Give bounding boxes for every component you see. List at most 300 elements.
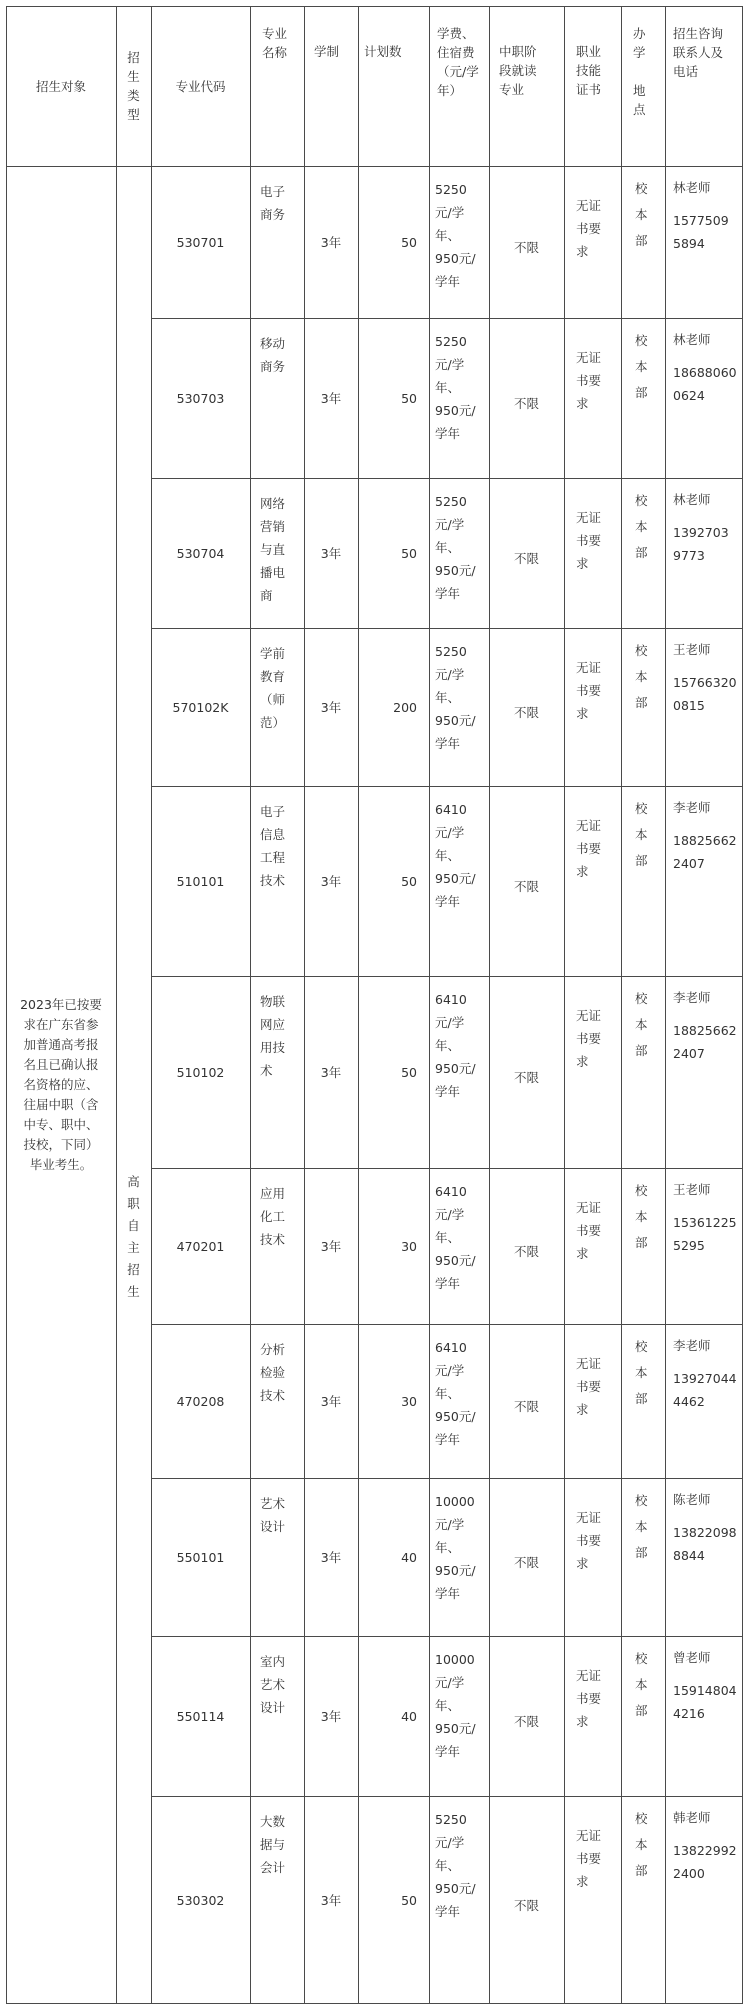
cert-line: 求 <box>576 1402 589 1417</box>
major-req-cell <box>489 976 564 1168</box>
contact-phone-line: 1577509 <box>673 213 729 228</box>
header-type-line: 型 <box>127 107 140 122</box>
major-code-cell <box>151 976 250 1168</box>
target-line: 毕业考生。 <box>29 1157 93 1172</box>
contact-name: 陈老师 <box>673 1492 711 1507</box>
major-name-line: 电子 <box>260 804 286 819</box>
major-req-value: 不限 <box>513 1398 539 1414</box>
location-line: 部 <box>635 1235 648 1250</box>
cert-line: 无证 <box>576 1828 602 1843</box>
major-name-line: 学前 <box>260 646 286 661</box>
fee-line: 学年 <box>435 586 461 601</box>
cert-line: 无证 <box>576 818 602 833</box>
header-major-req-line: 段就读 <box>499 63 537 78</box>
fee-line: 元/学 <box>435 517 465 532</box>
cert-line: 求 <box>576 1054 589 1069</box>
location-line: 校 <box>635 991 648 1006</box>
location-line: 部 <box>635 385 648 400</box>
cert-line: 无证 <box>576 510 602 525</box>
header-location-line <box>633 62 665 81</box>
major-code-cell <box>151 166 250 318</box>
fee-line: 元/学 <box>435 357 465 372</box>
fee-line: 学年 <box>435 894 461 909</box>
location-cell <box>621 628 665 786</box>
location-line: 本 <box>635 359 648 374</box>
cert-line: 求 <box>576 396 589 411</box>
duration-value: 3年 <box>320 1708 342 1724</box>
cert-cell <box>564 318 621 478</box>
duration-cell <box>304 1636 358 1796</box>
major-name-line: 会计 <box>260 1860 286 1875</box>
header-cert <box>564 6 621 166</box>
plan-count: 50 <box>401 390 417 406</box>
cert-cell <box>564 1478 621 1636</box>
fee-line: 元/学 <box>435 205 465 220</box>
fee-line: 10000 <box>435 1652 475 1667</box>
major-name-cell <box>250 786 304 976</box>
duration-value: 3年 <box>320 873 342 889</box>
fee-line: 学年 <box>435 1904 461 1919</box>
location-line: 校 <box>635 1339 648 1354</box>
location-line: 部 <box>635 1703 648 1718</box>
contact-phone-line: 5894 <box>673 236 705 251</box>
major-req-value: 不限 <box>513 550 539 566</box>
major-name-line: 化工 <box>260 1209 286 1224</box>
fee-line: 年、 <box>435 1230 461 1245</box>
major-name-line: 商务 <box>260 359 286 374</box>
contact-gap <box>673 1201 743 1211</box>
fee-line: 学年 <box>435 426 461 441</box>
duration-cell <box>304 786 358 976</box>
fee-line: 元/学 <box>435 825 465 840</box>
fee-cell <box>429 628 489 786</box>
major-name-line: 检验 <box>260 1365 286 1380</box>
fee-line: 950元/ <box>435 1253 476 1268</box>
major-name-cell <box>250 628 304 786</box>
type-line: 招 <box>127 1262 140 1277</box>
fee-line: 5250 <box>435 334 467 349</box>
contact-name: 王老师 <box>673 642 711 657</box>
plan-count: 50 <box>401 1064 417 1080</box>
fee-line: 950元/ <box>435 1061 476 1076</box>
contact-gap <box>673 819 743 829</box>
major-req-value: 不限 <box>513 239 539 255</box>
duration-value: 3年 <box>320 390 342 406</box>
major-name-line: （师 <box>260 692 286 707</box>
cert-cell <box>564 166 621 318</box>
cert-line: 书要 <box>576 1031 602 1046</box>
cert-line: 书要 <box>576 533 602 548</box>
duration-value: 3年 <box>320 1238 342 1254</box>
cert-cell <box>564 628 621 786</box>
type-line: 自 <box>127 1218 140 1233</box>
cert-line: 书要 <box>576 841 602 856</box>
contact-gap <box>673 351 743 361</box>
fee-line: 元/学 <box>435 1015 465 1030</box>
location-line: 本 <box>635 1017 648 1032</box>
fee-line: 年、 <box>435 848 461 863</box>
header-code-label: 专业代码 <box>175 78 226 94</box>
contact-phone-line: 5295 <box>673 1238 705 1253</box>
major-name-line: 应用 <box>260 1186 286 1201</box>
header-location <box>621 6 665 166</box>
location-line: 校 <box>635 1493 648 1508</box>
location-line: 校 <box>635 1811 648 1826</box>
major-code: 470201 <box>176 1238 225 1254</box>
cert-line: 无证 <box>576 198 602 213</box>
contact-cell <box>665 1324 743 1478</box>
major-name-line: 设计 <box>260 1700 286 1715</box>
major-code: 510102 <box>176 1064 225 1080</box>
target-line: 技校，下同） <box>23 1137 99 1152</box>
cert-line: 书要 <box>576 1223 602 1238</box>
duration-value: 3年 <box>320 545 342 561</box>
cert-cell <box>564 976 621 1168</box>
header-fee-line: 年） <box>437 83 463 98</box>
header-duration <box>304 6 358 166</box>
cert-line: 求 <box>576 1246 589 1261</box>
plan-count: 30 <box>401 1238 417 1254</box>
fee-line: 950元/ <box>435 1881 476 1896</box>
major-name-line: 术 <box>260 1063 273 1078</box>
fee-line: 元/学 <box>435 1675 465 1690</box>
major-name-line: 物联 <box>260 994 286 1009</box>
location-cell <box>621 1796 665 2004</box>
cert-line: 无证 <box>576 1356 602 1371</box>
major-name-line: 设计 <box>260 1519 286 1534</box>
type-line: 生 <box>127 1284 140 1299</box>
target-line: 往届中职（含 <box>23 1097 99 1112</box>
location-cell <box>621 1324 665 1478</box>
fee-line: 950元/ <box>435 713 476 728</box>
type-line: 高 <box>127 1174 140 1189</box>
fee-line: 学年 <box>435 1084 461 1099</box>
major-code: 530703 <box>176 390 225 406</box>
fee-line: 年、 <box>435 1038 461 1053</box>
contact-cell <box>665 1636 743 1796</box>
header-name-line: 专业 <box>262 26 288 41</box>
location-line: 部 <box>635 1863 648 1878</box>
header-fee-line: 学费、 <box>437 26 475 41</box>
plan-count: 40 <box>401 1708 417 1724</box>
fee-line: 年、 <box>435 690 461 705</box>
cert-line: 无证 <box>576 350 602 365</box>
fee-cell <box>429 1168 489 1324</box>
major-code: 530701 <box>176 234 225 250</box>
location-line: 本 <box>635 1837 648 1852</box>
duration-cell <box>304 478 358 628</box>
contact-phone-line: 8844 <box>673 1548 705 1563</box>
duration-cell <box>304 318 358 478</box>
fee-line: 10000 <box>435 1494 475 1509</box>
location-cell <box>621 1168 665 1324</box>
major-code: 530302 <box>176 1892 225 1908</box>
header-plan <box>358 6 429 166</box>
header-cert-line: 证书 <box>576 82 602 97</box>
plan-cell <box>358 1796 429 2004</box>
plan-count: 50 <box>401 873 417 889</box>
contact-cell <box>665 478 743 628</box>
contact-phone-line: 1392703 <box>673 525 729 540</box>
header-fee <box>429 6 489 166</box>
contact-name: 李老师 <box>673 800 711 815</box>
major-name-line: 技术 <box>260 1388 286 1403</box>
fee-line: 年、 <box>435 1858 461 1873</box>
contact-phone-line: 18688060 <box>673 365 737 380</box>
major-name-line: 艺术 <box>260 1496 286 1511</box>
cert-line: 无证 <box>576 1510 602 1525</box>
contact-gap <box>673 1829 743 1839</box>
major-code-cell <box>151 1636 250 1796</box>
cert-line: 书要 <box>576 373 602 388</box>
fee-line: 6410 <box>435 992 467 1007</box>
contact-phone-line: 15766320 <box>673 675 737 690</box>
major-name-line: 网络 <box>260 496 286 511</box>
location-line: 部 <box>635 853 648 868</box>
fee-line: 950元/ <box>435 1563 476 1578</box>
location-cell <box>621 1478 665 1636</box>
major-name-line: 范） <box>260 715 286 730</box>
contact-gap <box>673 199 743 209</box>
contact-phone-line: 18825662 <box>673 833 737 848</box>
contact-phone-line: 15914804 <box>673 1683 737 1698</box>
header-contact-line: 电话 <box>673 64 699 79</box>
location-line: 本 <box>635 1365 648 1380</box>
target-cell <box>6 166 116 2004</box>
major-name-cell <box>250 1478 304 1636</box>
major-code-cell <box>151 478 250 628</box>
major-name-cell <box>250 478 304 628</box>
fee-line: 元/学 <box>435 1517 465 1532</box>
contact-gap <box>673 511 743 521</box>
contact-phone-line: 0624 <box>673 388 705 403</box>
fee-line: 学年 <box>435 1276 461 1291</box>
contact-phone-line: 4216 <box>673 1706 705 1721</box>
location-cell <box>621 478 665 628</box>
cert-line: 求 <box>576 1714 589 1729</box>
cert-cell <box>564 478 621 628</box>
duration-cell <box>304 1478 358 1636</box>
duration-cell <box>304 1796 358 2004</box>
major-code-cell <box>151 1324 250 1478</box>
header-fee-line: 住宿费 <box>437 45 475 60</box>
header-major-req <box>489 6 564 166</box>
header-plan-label: 计划数 <box>364 44 402 59</box>
major-name-cell <box>250 976 304 1168</box>
location-line: 部 <box>635 233 648 248</box>
major-name-line: 用技 <box>260 1040 286 1055</box>
fee-line: 6410 <box>435 802 467 817</box>
contact-phone-line: 9773 <box>673 548 705 563</box>
fee-line: 年、 <box>435 540 461 555</box>
plan-cell <box>358 166 429 318</box>
fee-cell <box>429 318 489 478</box>
fee-line: 年、 <box>435 380 461 395</box>
major-code-cell <box>151 318 250 478</box>
header-target-label: 招生对象 <box>35 78 86 94</box>
contact-gap <box>673 1511 743 1521</box>
contact-cell <box>665 318 743 478</box>
location-line: 校 <box>635 1651 648 1666</box>
plan-cell <box>358 1478 429 1636</box>
header-cert-line: 职业 <box>576 44 602 59</box>
fee-cell <box>429 976 489 1168</box>
major-name-line: 网应 <box>260 1017 286 1032</box>
header-major-req-line: 专业 <box>499 82 525 97</box>
cert-line: 书要 <box>576 1691 602 1706</box>
major-name-line: 移动 <box>260 336 286 351</box>
cert-line: 书要 <box>576 1533 602 1548</box>
cert-line: 无证 <box>576 1200 602 1215</box>
major-code: 550101 <box>176 1549 225 1565</box>
location-line: 本 <box>635 669 648 684</box>
contact-gap <box>673 1009 743 1019</box>
plan-count: 30 <box>401 1393 417 1409</box>
major-name-line: 技术 <box>260 873 286 888</box>
contact-phone-line: 13927044 <box>673 1371 737 1386</box>
fee-line: 元/学 <box>435 1835 465 1850</box>
location-line: 部 <box>635 1391 648 1406</box>
major-name-line: 商 <box>260 588 273 603</box>
major-req-value: 不限 <box>513 704 539 720</box>
major-code-cell <box>151 1478 250 1636</box>
location-line: 本 <box>635 519 648 534</box>
duration-value: 3年 <box>320 1064 342 1080</box>
target-line: 中专、职中、 <box>23 1117 99 1132</box>
contact-cell <box>665 1168 743 1324</box>
contact-cell <box>665 1796 743 2004</box>
location-line: 本 <box>635 827 648 842</box>
header-location-line: 学 <box>633 45 646 60</box>
location-line: 部 <box>635 695 648 710</box>
location-line: 本 <box>635 1677 648 1692</box>
fee-cell <box>429 478 489 628</box>
admissions-table <box>6 6 743 2004</box>
major-name-line: 教育 <box>260 669 286 684</box>
location-line: 校 <box>635 643 648 658</box>
cert-line: 书要 <box>576 1379 602 1394</box>
contact-name: 李老师 <box>673 990 711 1005</box>
header-type <box>116 6 151 166</box>
location-line: 校 <box>635 801 648 816</box>
major-code-cell <box>151 1168 250 1324</box>
plan-cell <box>358 786 429 976</box>
major-code-cell <box>151 786 250 976</box>
plan-count: 40 <box>401 1549 417 1565</box>
major-name-cell <box>250 1168 304 1324</box>
major-req-cell <box>489 1324 564 1478</box>
contact-name: 林老师 <box>673 492 711 507</box>
contact-name: 李老师 <box>673 1338 711 1353</box>
duration-cell <box>304 166 358 318</box>
location-line: 校 <box>635 333 648 348</box>
fee-line: 5250 <box>435 644 467 659</box>
major-name-line: 技术 <box>260 1232 286 1247</box>
plan-cell <box>358 976 429 1168</box>
cert-line: 求 <box>576 864 589 879</box>
header-location-line: 点 <box>633 102 646 117</box>
duration-value: 3年 <box>320 1549 342 1565</box>
target-line: 加普通高考报 <box>23 1037 99 1052</box>
fee-cell <box>429 1324 489 1478</box>
plan-cell <box>358 1324 429 1478</box>
fee-line: 元/学 <box>435 667 465 682</box>
contact-phone-line: 2407 <box>673 1046 705 1061</box>
location-cell <box>621 1636 665 1796</box>
fee-line: 年、 <box>435 1698 461 1713</box>
header-type-line: 生 <box>127 69 140 84</box>
fee-line: 6410 <box>435 1340 467 1355</box>
fee-line: 年、 <box>435 1386 461 1401</box>
duration-value: 3年 <box>320 1393 342 1409</box>
cert-line: 无证 <box>576 1668 602 1683</box>
fee-cell <box>429 1636 489 1796</box>
cert-cell <box>564 1796 621 2004</box>
cert-line: 求 <box>576 556 589 571</box>
cert-line: 书要 <box>576 683 602 698</box>
fee-line: 950元/ <box>435 871 476 886</box>
cert-line: 无证 <box>576 660 602 675</box>
major-name-cell <box>250 1796 304 2004</box>
location-cell <box>621 318 665 478</box>
major-req-value: 不限 <box>513 1243 539 1259</box>
fee-line: 学年 <box>435 1744 461 1759</box>
cert-cell <box>564 786 621 976</box>
duration-cell <box>304 1168 358 1324</box>
duration-value: 3年 <box>320 234 342 250</box>
fee-line: 年、 <box>435 1540 461 1555</box>
contact-phone-line: 2400 <box>673 1866 705 1881</box>
fee-line: 元/学 <box>435 1363 465 1378</box>
contact-cell <box>665 166 743 318</box>
major-req-value: 不限 <box>513 878 539 894</box>
contact-phone-line: 18825662 <box>673 1023 737 1038</box>
duration-cell <box>304 976 358 1168</box>
location-line: 校 <box>635 493 648 508</box>
major-code-cell <box>151 628 250 786</box>
cert-line: 求 <box>576 1556 589 1571</box>
plan-count: 200 <box>393 699 417 715</box>
header-location-line: 地 <box>633 83 646 98</box>
major-req-cell <box>489 318 564 478</box>
location-line: 部 <box>635 545 648 560</box>
location-cell <box>621 976 665 1168</box>
fee-line: 950元/ <box>435 563 476 578</box>
header-major-req-line: 中职阶 <box>499 44 537 59</box>
header-name <box>250 6 304 166</box>
major-name-line: 营销 <box>260 519 286 534</box>
major-code: 570102K <box>172 699 229 715</box>
cert-line: 书要 <box>576 221 602 236</box>
contact-gap <box>673 661 743 671</box>
fee-line: 学年 <box>435 274 461 289</box>
duration-value: 3年 <box>320 699 342 715</box>
contact-name: 林老师 <box>673 332 711 347</box>
header-target <box>6 6 116 166</box>
cert-cell <box>564 1636 621 1796</box>
plan-count: 50 <box>401 234 417 250</box>
fee-cell <box>429 1478 489 1636</box>
cert-line: 求 <box>576 706 589 721</box>
major-req-cell <box>489 1796 564 2004</box>
fee-line: 5250 <box>435 1812 467 1827</box>
plan-cell <box>358 478 429 628</box>
major-name-line: 据与 <box>260 1837 286 1852</box>
major-code: 550114 <box>176 1708 225 1724</box>
fee-line: 950元/ <box>435 1409 476 1424</box>
contact-phone-line: 15361225 <box>673 1215 737 1230</box>
cert-line: 求 <box>576 244 589 259</box>
